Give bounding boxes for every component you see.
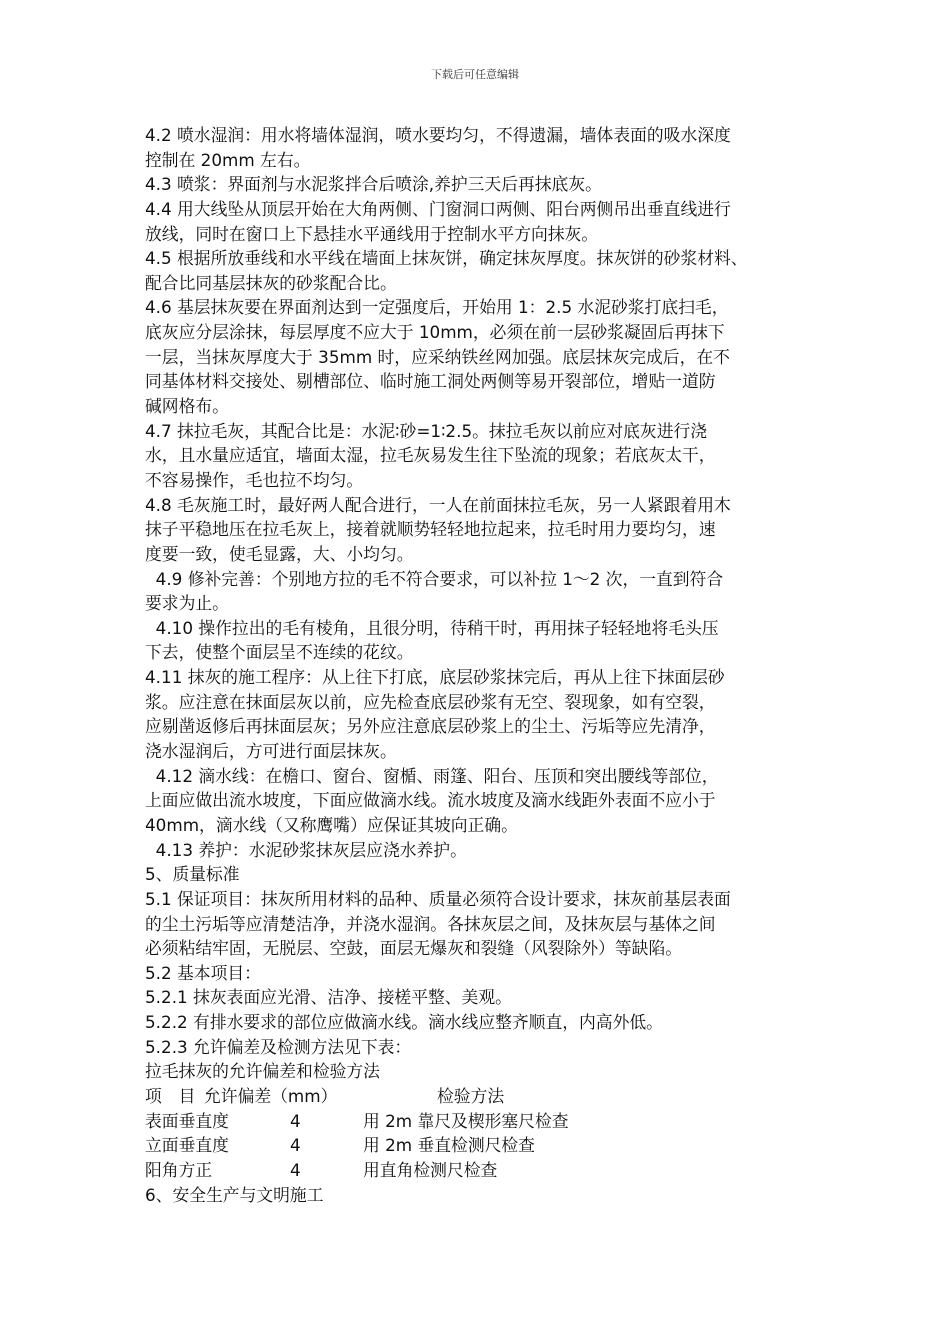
text-line: 的尘土污垢等应清楚洁净，并浇水湿润。各抹灰层之间，及抹灰层与基体之间	[145, 913, 716, 934]
table-row	[145, 1109, 825, 1134]
table-cell-tolerance: 4	[290, 1110, 301, 1131]
table-cell-tolerance: 4	[290, 1135, 301, 1156]
text-line: 4.6 基层抹灰要在界面剂达到一定强度后，开始用 1：2.5 水泥砂浆打底扫毛，	[145, 297, 729, 318]
text-line: 4.2 喷水湿润：用水将墙体湿润，喷水要均匀，不得遗漏，墙体表面的吸水深度	[145, 125, 731, 145]
text-line: 4.10 操作拉出的毛有棱角，且很分明，待稍干时，再用抹子轻轻地将毛头压	[145, 617, 719, 638]
table-header-row	[145, 1084, 825, 1109]
text-line: 底灰应分层涂抹，每层厚度不应大于 10mm，必须在前一层砂浆凝固后再抹下	[145, 322, 725, 343]
text-line: 5.2.2 有排水要求的部位应做滴水线。滴水线应整齐顺直，内高外低。	[145, 1012, 663, 1033]
text-line: 浇水湿润后，方可进行面层抹灰。	[145, 741, 397, 762]
text-line: 配合比同基层抹灰的砂浆配合比。	[145, 272, 397, 293]
text-line: 4.13 养护：水泥砂浆抹灰层应浇水养护。	[145, 839, 467, 860]
table-cell-method: 用直角检测尺检查	[363, 1159, 498, 1180]
table-cell-item: 阳角方正	[145, 1159, 213, 1180]
text-line: 5.2.1 抹灰表面应光滑、洁净、接槎平整、美观。	[145, 987, 512, 1008]
text-line: 5.1 保证项目：抹灰所用材料的品种、质量必须符合设计要求，抹灰前基层表面	[145, 888, 731, 909]
text-line: 拉毛抹灰的允许偏差和检验方法	[145, 1061, 380, 1082]
text-line: 控制在 20mm 左右。	[145, 149, 311, 170]
table-cell-item: 立面垂直度	[145, 1135, 229, 1156]
text-line: 4.9 修补完善：个别地方拉的毛不符合要求，可以补拉 1～2 次，一直到符合	[145, 568, 724, 589]
text-line: 4.5 根据所放垂线和水平线在墙面上抹灰饼，确定抹灰厚度。抹灰饼的砂浆材料、	[145, 248, 748, 269]
text-line: 4.7 抹拉毛灰，其配合比是：水泥∶砂=1∶2.5。抹拉毛灰以前应对底灰进行浇	[145, 420, 708, 441]
text-line: 应剔凿返修后再抹面层灰；另外应注意底层砂浆上的尘土、污垢等应先清净，	[145, 716, 716, 737]
text-line: 5.2 基本项目：	[145, 962, 261, 983]
text-line: 浆。应注意在抹面层灰以前，应先检查底层砂浆有无空、裂现象，如有空裂，	[145, 691, 716, 712]
text-line: 同基体材料交接处、剔槽部位、临时施工洞处两侧等易开裂部位，增贴一道防	[145, 371, 716, 392]
text-line: 度要一致，使毛显露，大、小均匀。	[145, 543, 414, 564]
text-line: 要求为止。	[145, 593, 229, 614]
text-line: 4.3 喷浆：界面剂与水泥浆拌合后喷涂,养护三天后再抹底灰。	[145, 174, 602, 195]
text-line: 一层，当抹灰厚度大于 35mm 时，应采纳铁丝网加强。底层抹灰完成后，在不	[145, 346, 730, 367]
text-line: 碱网格布。	[145, 396, 229, 417]
text-line: 水，且水量应适宜，墙面太湿，拉毛灰易发生往下坠流的现象；若底灰太干，	[145, 445, 716, 466]
table-cell-tolerance: 4	[290, 1159, 301, 1180]
text-line: 4.12 滴水线：在檐口、窗台、窗楯、雨篷、阳台、压顶和突出腰线等部位，	[145, 765, 719, 786]
table-header-method: 检验方法	[437, 1085, 505, 1106]
text-line: 必须粘结牢固，无脱层、空鼓，面层无爆灰和裂缝（风裂除外）等缺陷。	[145, 938, 683, 959]
text-line: 4.8 毛灰施工时，最好两人配合进行，一人在前面抹拉毛灰，另一人紧跟着用木	[145, 494, 731, 515]
table-header-tolerance: 允许偏差（mm）	[204, 1085, 338, 1106]
text-line: 抹子平稳地压在拉毛灰上，接着就顺势轻轻地拉起来，拉毛时用力要均匀，速	[145, 519, 716, 540]
table-cell-method: 用 2m 靠尺及楔形塞尺检查	[363, 1110, 569, 1131]
table-cell-method: 用 2m 垂直检测尺检查	[363, 1135, 535, 1156]
text-line: 4.4 用大线坠从顶层开始在大角两侧、门窗洞口两侧、阳台两侧吊出垂直线进行	[145, 198, 731, 219]
text-line: 下去，使整个面层呈不连续的花纹。	[145, 642, 414, 663]
text-line: 5、质量标准	[145, 864, 240, 885]
table-row	[145, 1133, 825, 1158]
section-heading: 6、安全生产与文明施工	[145, 1184, 324, 1205]
text-line: 不容易操作，毛也拉不均匀。	[145, 469, 364, 490]
text-line: 40mm，滴水线（又称鹰嘴）应保证其坡向正确。	[145, 814, 518, 835]
text-line: 4.11 抹灰的施工程序：从上往下打底，底层砂浆抹完后，再从上往下抹面层砂	[145, 667, 725, 688]
text-line: 5.2.3 允许偏差及检测方法见下表：	[145, 1036, 412, 1057]
text-line: 上面应做出流水坡度，下面应做滴水线。流水坡度及滴水线距外表面不应小于	[145, 790, 716, 811]
paragraph-lines	[145, 123, 825, 1084]
table-header-item: 项 目	[145, 1085, 196, 1106]
table-cell-item: 表面垂直度	[145, 1110, 229, 1131]
table-row	[145, 1158, 825, 1183]
text-line: 放线，同时在窗口上下悬挂水平通线用于控制水平方向抹灰。	[145, 223, 599, 244]
document-body	[145, 123, 825, 1207]
page-header: 下载后可任意编辑	[431, 68, 519, 81]
